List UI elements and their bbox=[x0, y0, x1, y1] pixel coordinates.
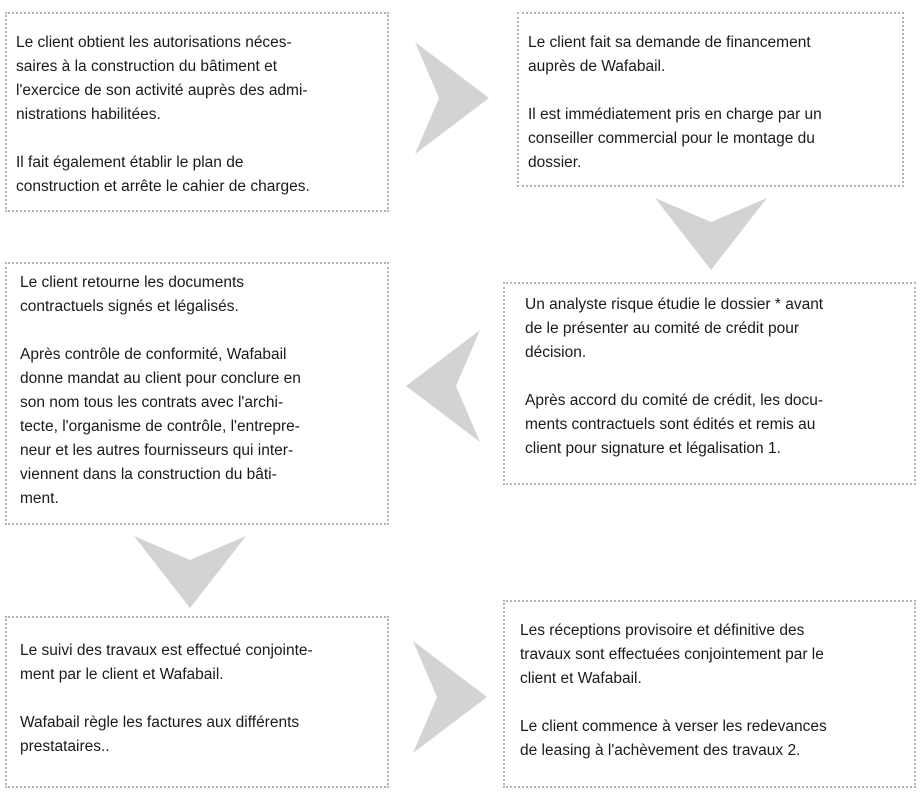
arrow-right-2-icon bbox=[413, 641, 487, 753]
step-3-box bbox=[503, 282, 916, 485]
step-1-paragraph-1: Le client obtient les autorisations néces- saires à la construction du bâtiment et l'exercice de son activité auprès des admi- nistrations habilitées. bbox=[16, 34, 308, 123]
step-3-paragraph-2: Après accord du comité de crédit, les docu- ments contractuels sont édités et remis au client pour signature et légalisation 1. bbox=[525, 392, 824, 457]
step-5-box bbox=[5, 616, 389, 788]
arrow-down-2-icon bbox=[134, 536, 246, 608]
step-6-box bbox=[503, 600, 916, 788]
step-2-paragraph-2: Il est immédiatement pris en charge par un conseiller commercial pour le montage du dossier. bbox=[528, 106, 822, 171]
step-1-box bbox=[5, 12, 389, 212]
step-2-box bbox=[517, 12, 904, 187]
step-5-paragraph-2: Wafabail règle les factures aux différents prestataires.. bbox=[20, 714, 300, 755]
step-3-paragraph-1: Un analyste risque étudie le dossier * avant de le présenter au comité de crédit pour décision. bbox=[525, 296, 824, 361]
arrow-down-1-icon bbox=[655, 198, 767, 270]
step-5-paragraph-1: Le suivi des travaux est effectué conjointe- ment par le client et Wafabail. bbox=[20, 642, 313, 683]
step-6-paragraph-1: Les réceptions provisoire et définitive des travaux sont effectuées conjointement par le client et Wafabail. bbox=[520, 622, 824, 687]
step-1-paragraph-2: Il fait également établir le plan de construction et arrête le cahier de charges. bbox=[16, 154, 310, 195]
arrow-left-1-icon bbox=[406, 330, 480, 442]
step-4-paragraph-2: Après contrôle de conformité, Wafabail donne mandat au client pour conclure en son nom tous les contrats avec l'archi- tecte, l'organisme de contrôle, l'entrepre- neur et les autres fournisseurs qui inter- viennent dans la construction du bâti- ment. bbox=[20, 346, 301, 507]
step-2-paragraph-1: Le client fait sa demande de financement auprès de Wafabail. bbox=[528, 34, 811, 75]
step-4-paragraph-1: Le client retourne les documents contractuels signés et légalisés. bbox=[20, 274, 245, 315]
step-4-box bbox=[5, 262, 389, 525]
arrow-right-1-icon bbox=[415, 42, 489, 154]
step-6-paragraph-2: Le client commence à verser les redevances de leasing à l'achèvement des travaux 2. bbox=[520, 718, 827, 759]
